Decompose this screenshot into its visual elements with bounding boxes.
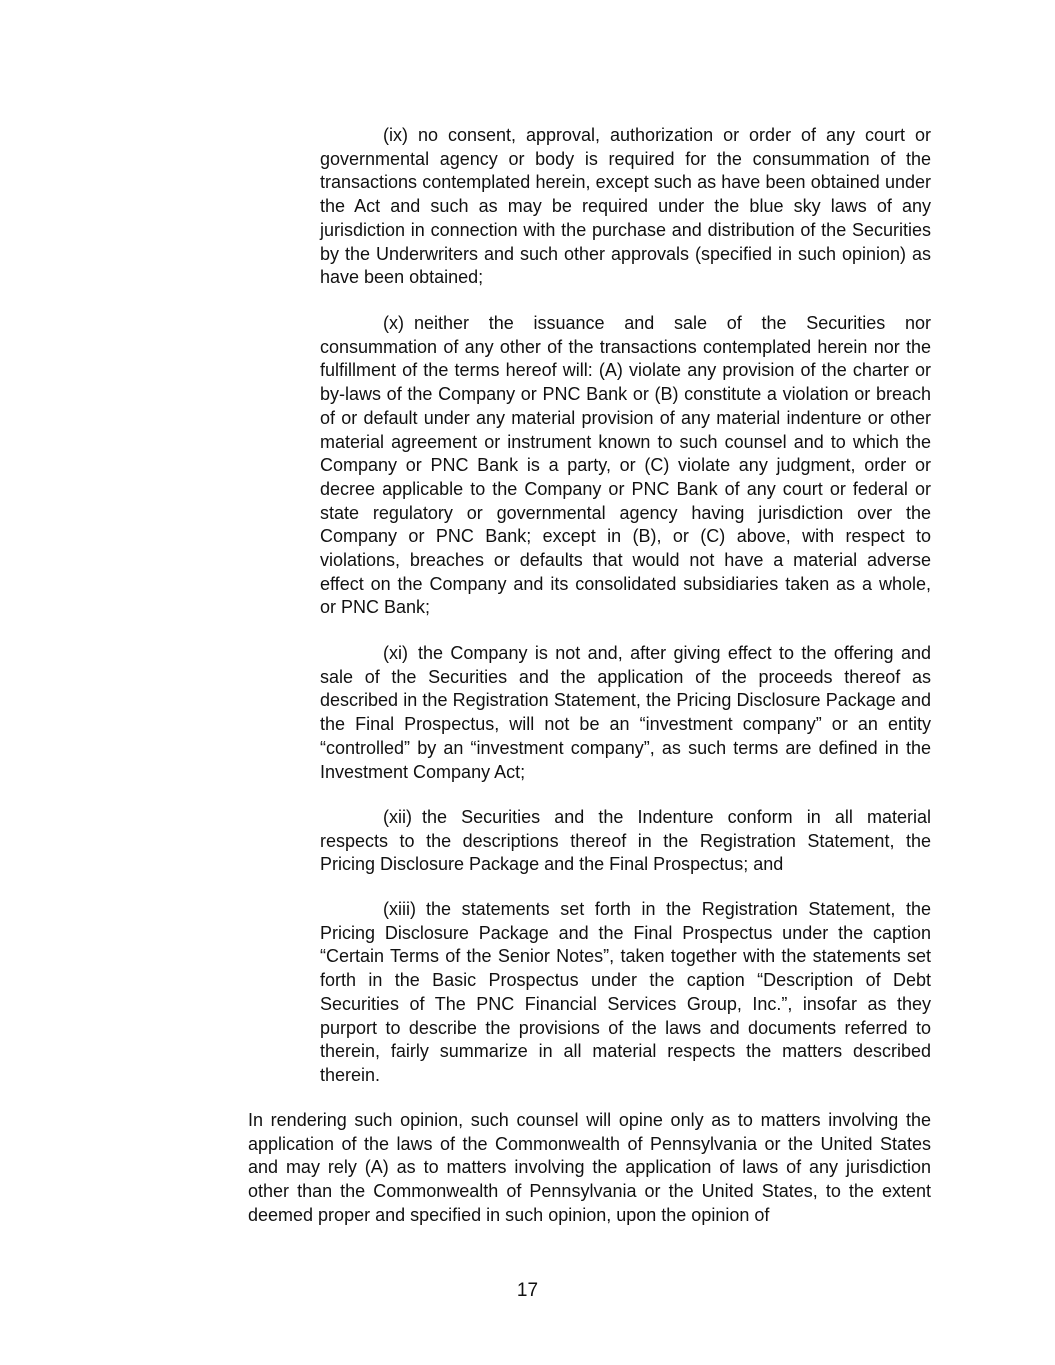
- clause-text: the Securities and the Indenture conform in all material respects to the descriptions thereof in the Registration Statement, the Pricing Disclosure Package and the Final Prospectus; and: [320, 807, 931, 875]
- clause-number: (xi): [383, 643, 408, 663]
- clause-text: the Company is not and, after giving effect to the offering and sale of the Securities and the application of the proceeds thereof as described in the Registration Statement, the Pricing Disclosure Package and the Final Prospectus, will not be an “investment company” or an entity “controlled” by an “investment company”, as such terms are defined in the Investment Company Act;: [320, 643, 931, 782]
- clause-number: (x): [383, 313, 404, 333]
- clause-number: (ix): [383, 125, 408, 145]
- clause-x: [320, 312, 931, 620]
- clause-xi: [320, 642, 931, 784]
- clause-number: (xii): [383, 807, 412, 827]
- clause-ix: [320, 124, 931, 290]
- clause-xiii: [320, 898, 931, 1088]
- clause-xii: [320, 806, 931, 877]
- clause-text: the statements set forth in the Registration Statement, the Pricing Disclosure Package and the Final Prospectus under the caption “Certain Terms of the Senior Notes”, taken together with the statements set forth in the Basic Prospectus under the caption “Description of Debt Securities of The PNC Financial Services Group, Inc.”, insofar as they purport to describe the provisions of the laws and documents referred to therein, fairly summarize in all material respects the matters described therein.: [320, 899, 931, 1085]
- clause-text: no consent, approval, authorization or order of any court or governmental agency or body is required for the consummation of the transactions contemplated herein, except such as have been obtained under the Act and such as may be required under the blue sky laws of any jurisdiction in connection with the purchase and distribution of the Securities by the Underwriters and such other approvals (specified in such opinion) as have been obtained;: [320, 125, 931, 288]
- page-number: 17: [516, 1280, 539, 1301]
- closing-paragraph: In rendering such opinion, such counsel will opine only as to matters involving the application of the laws of the Commonwealth of Pennsylvania or the United States and may rely (A) as to matters involving the application of laws of any jurisdiction other than the Commonwealth of Pennsylvania or the United States, to the extent deemed proper and specified in such opinion, upon the opinion of: [248, 1110, 931, 1225]
- clause-number: (xiii): [383, 899, 416, 919]
- clause-text: neither the issuance and sale of the Securities nor consummation of any other of the transactions contemplated herein nor the fulfillment of the terms hereof will: (A) violate any provision of the charter or by-laws of the Company or PNC Bank or (B) constitute a violation or breach of or default under any material provision of any material indenture or other material agreement or instrument known to such counsel and to which the Company or PNC Bank is a party, or (C) violate any judgment, order or decree applicable to the Company or PNC Bank of any court or federal or state regulatory or governmental agency having jurisdiction over the Company or PNC Bank; except in (B), or (C) above, with respect to violations, breaches or defaults that would not have a material adverse effect on the Company and its consolidated subsidiaries taken as a whole, or PNC Bank;: [320, 313, 931, 618]
